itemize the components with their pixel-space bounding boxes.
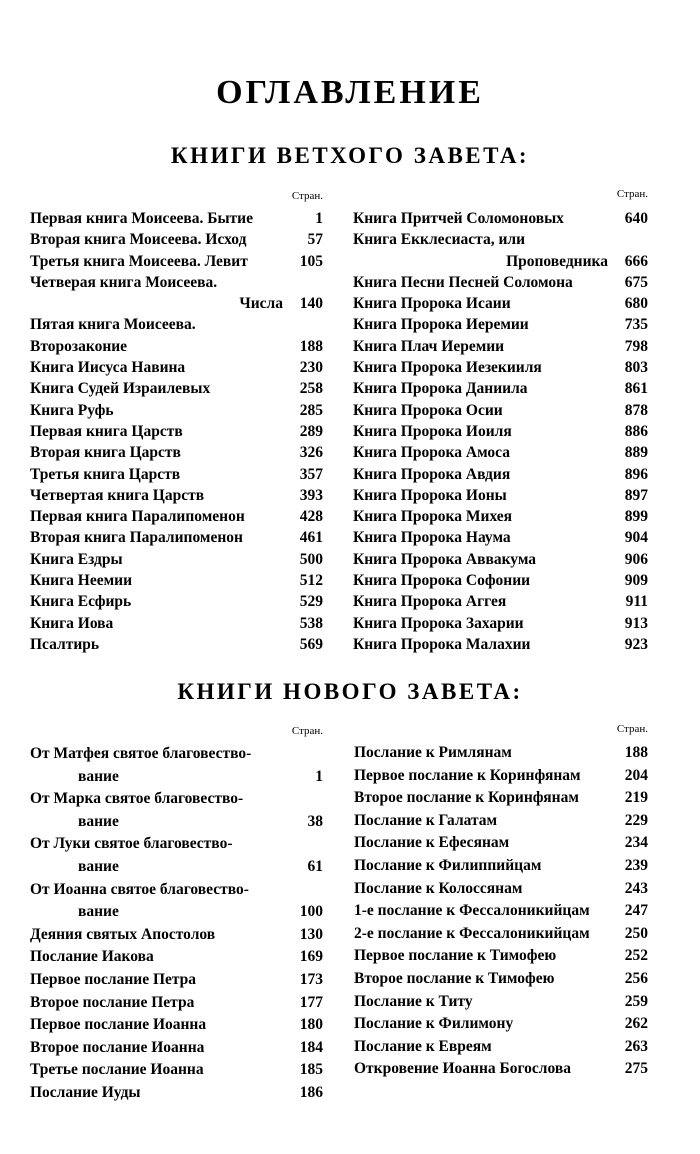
toc-entry	[30, 856, 323, 879]
toc-entry-page: 889	[624, 444, 648, 462]
toc-entry-page: 861	[624, 380, 648, 398]
toc-entry	[30, 613, 323, 634]
toc-entry	[30, 208, 323, 229]
toc-entry-title: Книга Иова	[30, 614, 114, 632]
toc-entry	[353, 314, 648, 335]
toc-entry-title: Книга Пророка Даниила	[353, 380, 528, 398]
toc-entry	[353, 378, 648, 399]
toc-entry-page: 393	[299, 486, 323, 504]
toc-entry-title: Послание Иакова	[30, 948, 154, 966]
toc-entry-page: 878	[624, 401, 648, 419]
toc-entry	[354, 787, 648, 810]
toc-entry	[30, 969, 323, 992]
toc-entry-title: Книга Песни Песней Соломона	[353, 273, 573, 291]
toc-entry-title: Книга Есфирь	[30, 593, 132, 611]
toc-entry-title: Книга Пророка Амоса	[353, 444, 510, 462]
toc-entry-title: Книга Пророка Осии	[353, 401, 503, 419]
toc-entry-page: 140	[299, 295, 323, 313]
toc-entry-title: Книга Пророка Иеремии	[353, 316, 529, 334]
toc-entry-title: Книга Екклесиаста, или	[353, 231, 526, 249]
toc-entry-title: Псалтирь	[30, 635, 100, 653]
toc-entry-page: 640	[624, 210, 648, 227]
toc-entry-page: 909	[624, 572, 648, 590]
toc-entry-title: Книга Пророка Наума	[353, 529, 511, 547]
toc-entry	[30, 788, 323, 811]
toc-entry-page: 886	[624, 422, 648, 440]
toc-entry-title: Второзаконие	[30, 337, 128, 355]
toc-entry	[30, 766, 323, 789]
toc-entry-page: 61	[307, 857, 323, 875]
toc-entry	[30, 591, 323, 612]
toc-entry-page: 428	[299, 508, 323, 526]
toc-entry-title: Послание к Филиппийцам	[354, 856, 542, 874]
toc-entry-title: Книга Притчей Соломоновых	[353, 210, 564, 227]
toc-entry	[30, 992, 323, 1015]
page-column-label: Стран.	[616, 188, 648, 200]
toc-entry-page: 285	[299, 401, 323, 419]
toc-entry-page: 229	[624, 811, 648, 829]
toc-entry-page: 798	[624, 337, 648, 355]
toc-entry-title: Четвертая книга Царств	[30, 486, 205, 504]
toc-entry-title: От Матфея святое благовество-	[30, 745, 252, 762]
toc-entry-page: 923	[624, 635, 648, 653]
toc-entry-page: 188	[299, 337, 323, 355]
toc-entry-title: Книга Судей Израилевых	[30, 380, 211, 398]
toc-entry-title: Книга Пророка Аггея	[353, 593, 507, 611]
toc-entry	[30, 336, 323, 357]
toc-entry	[353, 208, 648, 229]
toc-list	[354, 742, 648, 1081]
toc-entry-page: 569	[299, 635, 323, 653]
toc-entry	[30, 924, 323, 947]
toc-entry-title: От Марка святое благовество-	[30, 790, 244, 808]
toc-entry-title: Второе послание Иоанна	[30, 1038, 205, 1056]
toc-entry-title: Откровение Иоанна Богослова	[354, 1060, 571, 1078]
old-testament-left-column	[30, 190, 323, 660]
toc-entry-page: 357	[299, 465, 323, 483]
toc-entry	[353, 400, 648, 421]
toc-entry	[353, 336, 648, 357]
toc-entry-page: 234	[624, 834, 648, 852]
toc-entry-page: 899	[624, 508, 648, 526]
toc-entry-title: Книга Пророка Авдия	[353, 465, 511, 483]
toc-entry	[30, 1037, 323, 1060]
toc-entry-title: Послание к Ефесянам	[354, 834, 510, 852]
toc-entry-title: Послание к Филимону	[354, 1015, 514, 1033]
toc-entry-page: 680	[624, 295, 648, 313]
toc-entry-page: 219	[624, 789, 648, 807]
toc-entry-page: 1	[315, 767, 323, 785]
toc-entry	[30, 229, 323, 250]
toc-entry-title: Первое послание Иоанна	[30, 1016, 207, 1034]
toc-entry-title: От Иоанна святое благовество-	[30, 880, 249, 898]
toc-entry-title: Книга Пророка Ионы	[353, 486, 507, 504]
toc-entry	[30, 378, 323, 399]
toc-entry-page: 913	[624, 614, 648, 632]
toc-entry-title: вание	[78, 767, 119, 785]
toc-entry-title: Послание к Римлянам	[354, 744, 512, 761]
toc-entry-title: Книга Пророка Аввакума	[353, 550, 537, 568]
toc-entry	[30, 743, 323, 766]
toc-entry	[30, 251, 323, 272]
toc-entry	[354, 742, 648, 765]
toc-entry-title: Числа	[239, 295, 283, 313]
toc-entry	[354, 765, 648, 788]
toc-entry	[30, 527, 323, 548]
toc-entry-page: 1	[315, 210, 323, 227]
toc-entry-title: Послание к Титу	[354, 992, 473, 1010]
toc-entry	[30, 421, 323, 442]
toc-entry-page: 803	[624, 359, 648, 377]
old-testament-heading: КНИГИ ВЕТХОГО ЗАВЕТА:	[170, 143, 530, 168]
old-testament-right-column	[353, 188, 648, 658]
toc-entry-page: 666	[624, 252, 648, 270]
toc-entry	[353, 570, 648, 591]
toc-entry-title: Книга Руфь	[30, 401, 114, 419]
toc-entry	[353, 272, 648, 293]
toc-entry-page: 130	[299, 925, 323, 943]
toc-entry	[353, 485, 648, 506]
toc-entry-title: Первая книга Моисеева. Бытие	[30, 210, 253, 227]
toc-entry-page: 250	[624, 924, 648, 942]
toc-entry	[30, 314, 323, 335]
toc-entry-page: 538	[299, 614, 323, 632]
toc-entry-page: 230	[299, 359, 323, 377]
toc-entry	[353, 357, 648, 378]
toc-entry	[30, 272, 323, 293]
toc-entry	[30, 901, 323, 924]
toc-entry-page: 256	[624, 969, 648, 987]
toc-entry	[30, 549, 323, 570]
toc-entry	[30, 485, 323, 506]
toc-entry-title: вание	[78, 812, 119, 830]
toc-entry-title: Послание Иуды	[30, 1083, 141, 1101]
toc-entry	[30, 811, 323, 834]
toc-entry-page: 259	[624, 992, 648, 1010]
toc-entry	[353, 251, 648, 272]
toc-entry	[353, 527, 648, 548]
toc-entry-title: Вторая книга Царств	[30, 444, 181, 462]
toc-entry-page: 675	[624, 273, 648, 291]
toc-entry-title: Послание к Галатам	[354, 811, 498, 829]
toc-entry-page: 500	[299, 550, 323, 568]
toc-entry-page: 275	[624, 1060, 648, 1078]
toc-entry	[30, 506, 323, 527]
toc-entry	[354, 1058, 648, 1081]
toc-entry-page: 904	[624, 529, 648, 547]
toc-entry	[30, 442, 323, 463]
toc-entry-page: 461	[299, 529, 323, 547]
toc-entry	[30, 833, 323, 856]
toc-entry	[354, 1036, 648, 1059]
toc-entry-title: Книга Пророка Иезекииля	[353, 359, 542, 377]
toc-entry-page: 100	[299, 903, 323, 921]
toc-entry-page: 247	[624, 902, 648, 920]
toc-entry	[30, 1059, 323, 1082]
toc-entry-title: Второе послание к Коринфянам	[354, 789, 579, 807]
toc-entry-page: 169	[299, 948, 323, 966]
toc-entry-page: 57	[307, 231, 323, 249]
toc-entry-title: 1-е послание к Фессалоникийцам	[354, 902, 590, 920]
page-title: ОГЛАВЛЕНИЕ	[216, 74, 484, 111]
page-column-label: Стран.	[291, 190, 323, 202]
toc-entry	[354, 855, 648, 878]
toc-entry-page: 897	[624, 486, 648, 504]
toc-entry-page: 326	[299, 444, 323, 462]
toc-entry-page: 38	[307, 812, 323, 830]
toc-entry	[353, 613, 648, 634]
toc-entry	[354, 878, 648, 901]
toc-entry-title: Первое послание Петра	[30, 970, 197, 988]
toc-entry-title: Книга Пророка Михея	[353, 508, 513, 526]
toc-list	[30, 743, 323, 1105]
toc-entry	[353, 549, 648, 570]
toc-entry-title: Проповедника	[506, 252, 608, 270]
toc-entry-title: Третья книга Царств	[30, 465, 181, 483]
toc-entry	[354, 923, 648, 946]
toc-entry-title: Третье послание Иоанна	[30, 1061, 204, 1079]
toc-entry	[354, 991, 648, 1014]
toc-entry-page: 173	[299, 970, 323, 988]
toc-entry-title: Книга Ездры	[30, 550, 123, 568]
toc-entry-title: Книга Пророка Малахии	[353, 635, 531, 653]
toc-entry-title: Книга Неемии	[30, 572, 132, 590]
new-testament-heading: КНИГИ НОВОГО ЗАВЕТА:	[177, 679, 523, 704]
toc-entry	[30, 464, 323, 485]
toc-entry-page: 186	[299, 1083, 323, 1101]
toc-entry-page: 105	[299, 252, 323, 270]
new-testament-left-column	[30, 725, 323, 1125]
toc-entry	[30, 293, 323, 314]
toc-entry-title: Книга Пророка Исаии	[353, 295, 511, 313]
toc-entry-page: 289	[299, 422, 323, 440]
toc-entry-title: Второе послание Петра	[30, 993, 195, 1011]
toc-entry-page: 188	[624, 744, 648, 761]
toc-entry-page: 184	[299, 1038, 323, 1056]
toc-entry-page: 185	[299, 1061, 323, 1079]
toc-entry-page: 258	[299, 380, 323, 398]
toc-entry-page: 262	[624, 1015, 648, 1033]
toc-entry	[30, 879, 323, 902]
toc-entry-page: 735	[624, 316, 648, 334]
toc-entry	[354, 900, 648, 923]
toc-entry-title: Книга Пророка Иоиля	[353, 422, 512, 440]
toc-entry-title: Послание к Евреям	[354, 1037, 492, 1055]
toc-entry	[353, 634, 648, 655]
toc-entry	[353, 591, 648, 612]
toc-entry-page: 896	[624, 465, 648, 483]
toc-entry	[353, 421, 648, 442]
toc-entry	[30, 400, 323, 421]
toc-list	[353, 208, 648, 655]
toc-entry-title: Послание к Колоссянам	[354, 879, 523, 897]
toc-entry	[30, 1014, 323, 1037]
toc-entry-title: Первое послание к Коринфянам	[354, 766, 581, 784]
toc-entry	[30, 634, 323, 655]
toc-entry-page: 911	[625, 593, 648, 611]
toc-entry-title: Второе послание к Тимофею	[354, 969, 555, 987]
toc-entry	[30, 357, 323, 378]
toc-entry-page: 252	[624, 947, 648, 965]
toc-entry-page: 239	[624, 856, 648, 874]
toc-entry-title: Вторая книга Паралипоменон	[30, 529, 243, 547]
toc-entry	[354, 810, 648, 833]
toc-entry-title: Книга Пророка Захарии	[353, 614, 524, 632]
toc-entry-title: Деяния святых Апостолов	[30, 925, 216, 943]
toc-entry	[354, 968, 648, 991]
toc-list	[30, 208, 323, 655]
toc-entry-page: 906	[624, 550, 648, 568]
toc-entry-title: Первая книга Царств	[30, 422, 183, 440]
toc-entry	[30, 946, 323, 969]
toc-entry-page: 512	[299, 572, 323, 590]
new-testament-right-column	[354, 723, 648, 1123]
toc-entry-page: 529	[299, 593, 323, 611]
toc-entry-title: вание	[78, 903, 119, 921]
toc-entry	[353, 464, 648, 485]
toc-entry	[30, 1082, 323, 1105]
toc-entry-title: Первое послание к Тимофею	[354, 947, 557, 965]
toc-entry	[353, 293, 648, 314]
toc-entry	[30, 570, 323, 591]
toc-entry-title: Пятая книга Моисеева.	[30, 316, 196, 334]
toc-entry	[353, 442, 648, 463]
page-column-label: Стран.	[291, 725, 323, 737]
toc-entry-title: Четверая книга Моисеева.	[30, 273, 218, 291]
toc-entry-title: Книга Иисуса Навина	[30, 359, 186, 377]
toc-entry-title: 2-е послание к Фессалоникийцам	[354, 924, 590, 942]
page-column-label: Стран.	[616, 723, 648, 735]
toc-entry-page: 204	[624, 766, 648, 784]
toc-entry-title: Первая книга Паралипоменон	[30, 508, 245, 526]
toc-entry-title: Вторая книга Моисеева. Исход	[30, 231, 247, 249]
toc-entry-title: Книга Пророка Софонии	[353, 572, 531, 590]
toc-entry-page: 180	[299, 1016, 323, 1034]
toc-entry-page: 263	[624, 1037, 648, 1055]
toc-entry-title: Книга Плач Иеремии	[353, 337, 505, 355]
toc-entry-title: вание	[78, 857, 119, 875]
toc-entry	[353, 506, 648, 527]
toc-entry	[354, 1013, 648, 1036]
toc-entry-page: 177	[299, 993, 323, 1011]
toc-entry	[353, 229, 648, 250]
toc-entry-title: От Луки святое благовество-	[30, 835, 233, 853]
toc-entry	[354, 832, 648, 855]
toc-entry	[354, 945, 648, 968]
toc-entry-title: Третья книга Моисеева. Левит	[30, 252, 248, 270]
toc-entry-page: 243	[624, 879, 648, 897]
